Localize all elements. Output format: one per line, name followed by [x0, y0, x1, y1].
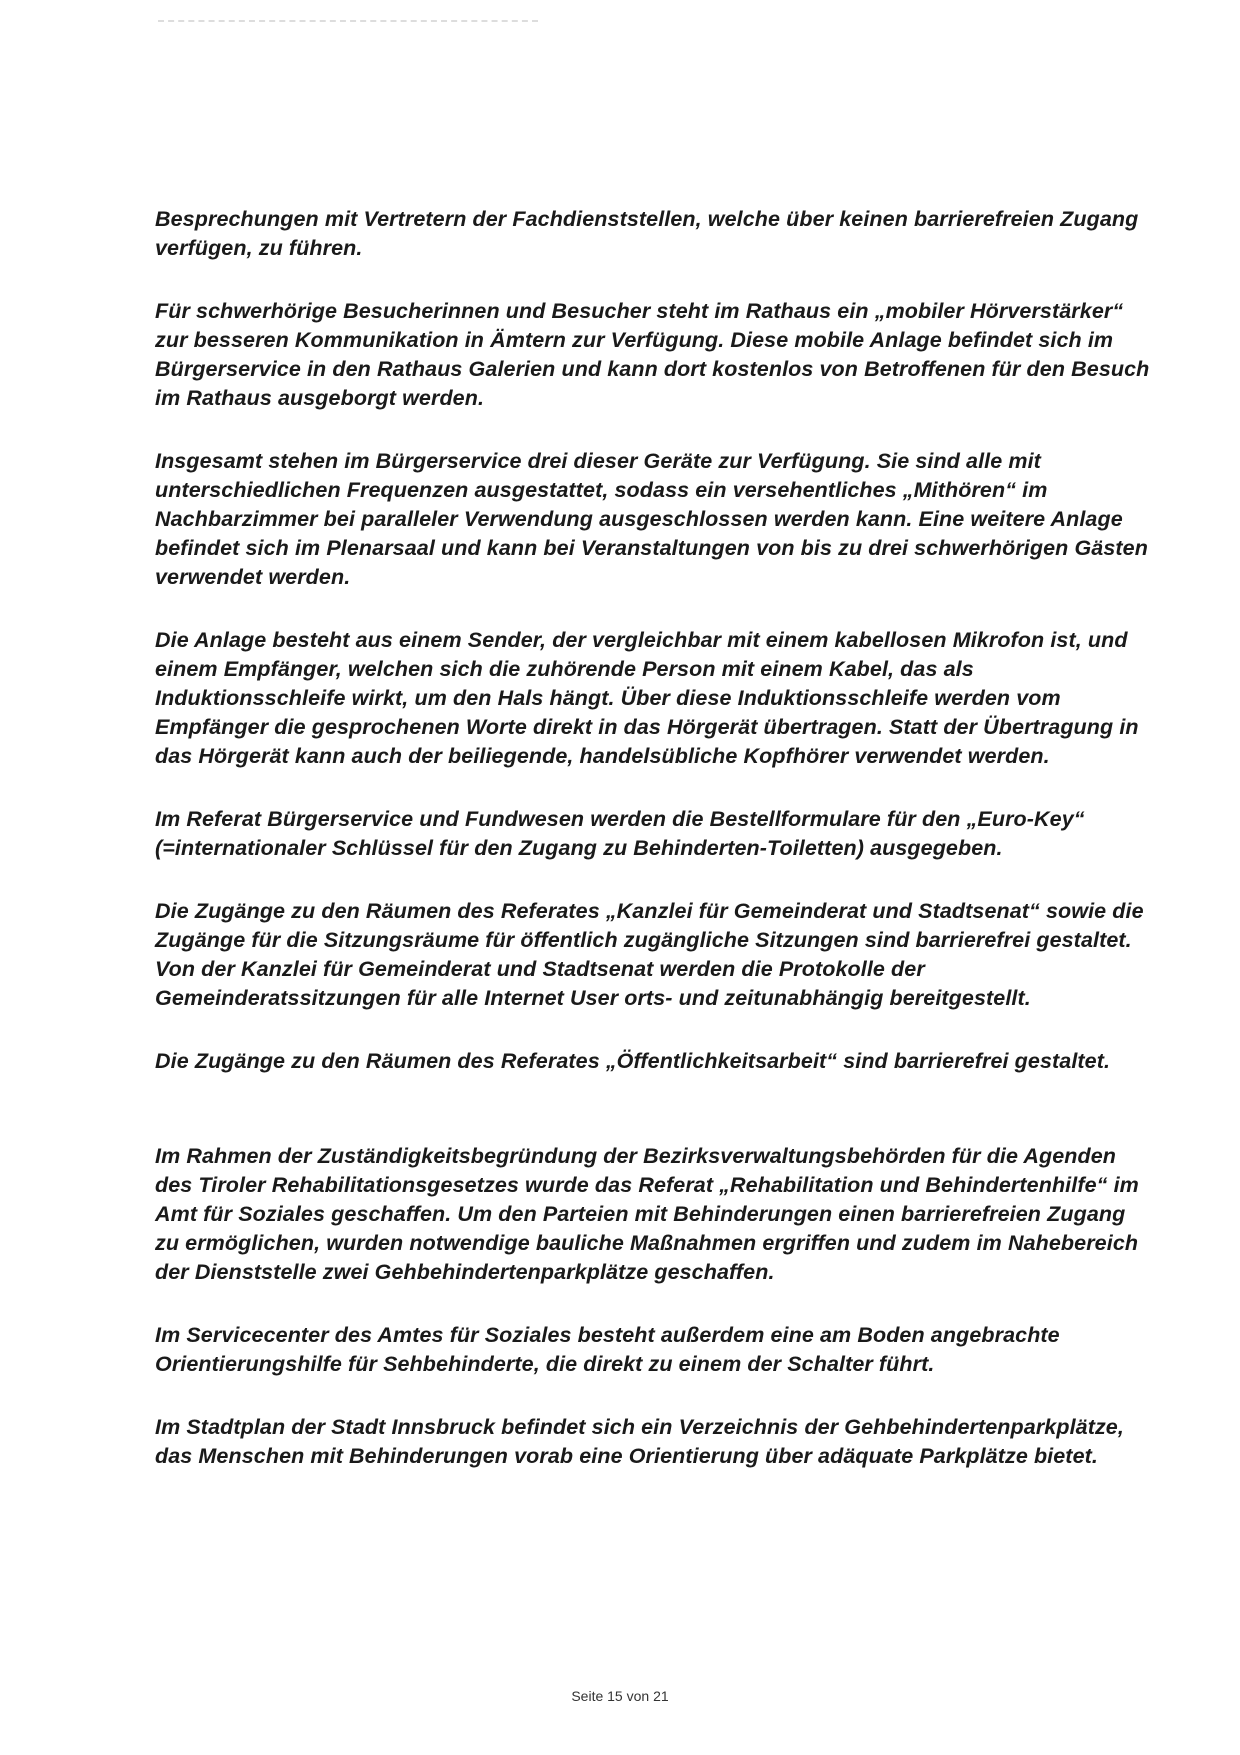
paragraph-euro-key: Im Referat Bürgerservice und Fundwesen werden die Bestellformulare für den „Euro-Key“ (=internationaler Schlüssel für den Zugang zu Behinderten-Toiletten) ausgegeben. [155, 807, 1085, 860]
paragraph-rehabilitation: Im Rahmen der Zuständigkeitsbegründung der Bezirksverwaltungsbehörden für die Agenden des Tiroler Rehabilitationsgesetzes wurde das Referat „Rehabilitation und Behindertenhilfe“ im Amt für Soziales geschaffen. Um den Parteien mit Behinderungen einen barrierefreien Zugang zu ermöglichen, wurden notwendige bauliche Maßnahmen ergriffen und zudem im Nahebereich der Dienststelle zwei Gehbehindertenparkplätze geschaffen. [155, 1144, 1139, 1284]
scan-artifact-line [158, 20, 538, 22]
paragraph-servicecenter: Im Servicecenter des Amtes für Soziales besteht außerdem eine am Boden angebrachte Orientierungshilfe für Sehbehinderte, die direkt zu einem der Schalter führt. [155, 1323, 1060, 1376]
paragraph-hoerverstaerker: Für schwerhörige Besucherinnen und Besucher steht im Rathaus ein „mobiler Hörverstärker“ zur besseren Kommunikation in Ämtern zur Verfügung. Diese mobile Anlage befindet sich im Bürgerservice in den Rathaus Galerien und kann dort kostenlos von Betroffenen für den Besuch im Rathaus ausgeborgt werden. [155, 299, 1150, 410]
paragraph-anlage: Die Anlage besteht aus einem Sender, der vergleichbar mit einem kabellosen Mikrofon ist, und einem Empfänger, welchen sich die zuhörende Person mit einem Kabel, das als Induktionsschleife wirkt, um den Hals hängt. Über diese Induktionsschleife werden vom Empfänger die gesprochenen Worte direkt in das Hörgerät übertragen. Statt der Übertragung in das Hörgerät kann auch der beiliegende, handelsübliche Kopfhörer verwendet werden. [155, 628, 1139, 768]
paragraph-oeffentlichkeitsarbeit: Die Zugänge zu den Räumen des Referates „Öffentlichkeitsarbeit“ sind barrierefrei gestaltet. [155, 1049, 1111, 1073]
paragraph-besprechungen: Besprechungen mit Vertretern der Fachdienststellen, welche über keinen barrierefreien Zugang verfügen, zu führen. [155, 207, 1139, 260]
paragraph-geraete: Insgesamt stehen im Bürgerservice drei dieser Geräte zur Verfügung. Sie sind alle mit unterschiedlichen Frequenzen ausgestattet, sodass ein versehentliches „Mithören“ im Nachbarzimmer bei paralleler Verwendung ausgeschlossen werden kann. Eine weitere Anlage befindet sich im Plenarsaal und kann bei Veranstaltungen von bis zu drei schwerhörigen Gästen verwendet werden. [155, 449, 1148, 589]
paragraph-kanzlei: Die Zugänge zu den Räumen des Referates „Kanzlei für Gemeinderat und Stadtsenat“ sowie die Zugänge für die Sitzungsräume für öffentlich zugängliche Sitzungen sind barrierefrei gestaltet. Von der Kanzlei für Gemeinderat und Stadtsenat werden die Protokolle der Gemeinderatssitzungen für alle Internet User orts- und zeitunabhängig bereitgestellt. [155, 899, 1144, 1010]
document-body [155, 205, 1150, 1505]
page-number: Seite 15 von 21 [571, 1688, 669, 1704]
paragraph-stadtplan: Im Stadtplan der Stadt Innsbruck befindet sich ein Verzeichnis der Gehbehindertenparkplätze, das Menschen mit Behinderungen vorab eine Orientierung über adäquate Parkplätze bietet. [155, 1415, 1124, 1468]
